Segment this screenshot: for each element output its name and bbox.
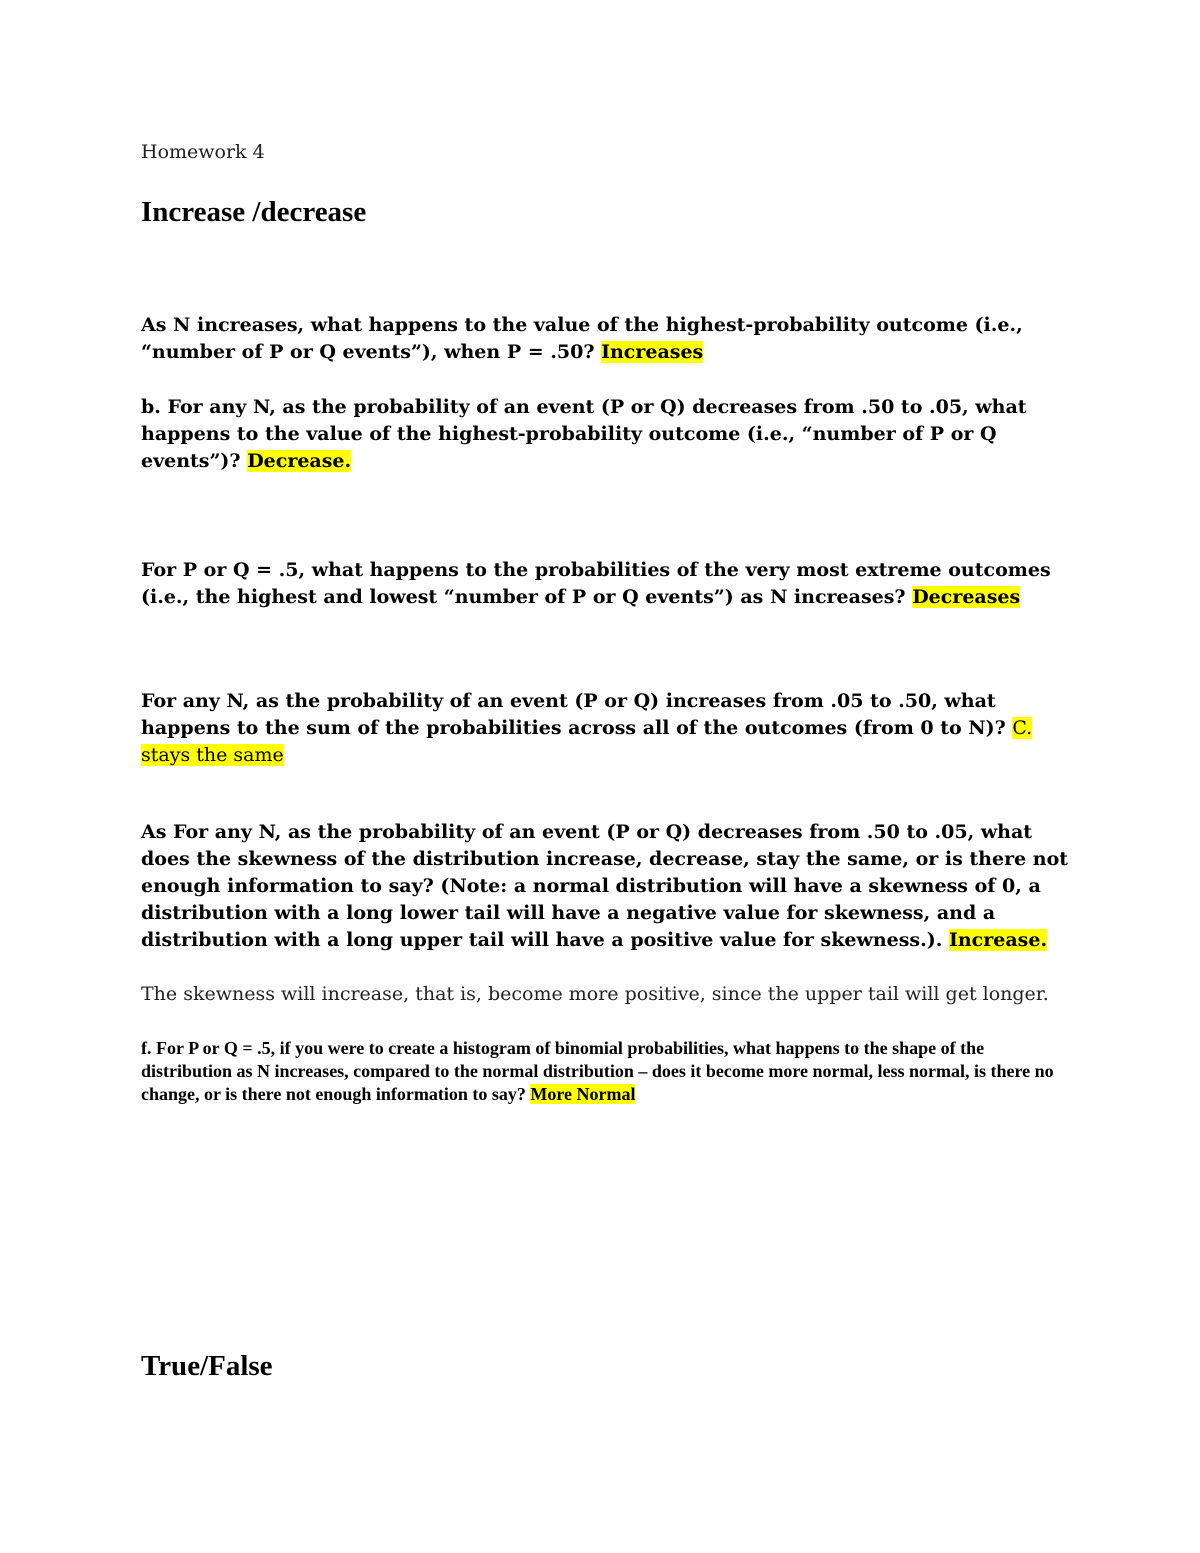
question-4-text: For any N, as the probability of an event (P or Q) increases from .05 to .50, what happens to the sum of the probabilities across all of the outcomes (from 0 to N)? xyxy=(141,690,1006,739)
question-5-answer: Increase. xyxy=(948,929,1048,951)
question-5 xyxy=(141,819,1071,954)
question-5-text: As For any N, as the probability of an event (P or Q) decreases from .50 to .05, what does the skewness of the distribution increase, decrease, stay the same, or is there not enough information to say? (Note: a normal distribution will have a skewness of 0, a distribution with a long lower tail will have a negative value for skewness, and a distribution with a long upper tail will have a positive value for skewness.). xyxy=(141,821,1069,951)
question-6-text: f. For P or Q = .5, if you were to create a histogram of binomial probabilities, what happens to the shape of the distribution as N increases, compared to the normal distribution – does it become more normal, less normal, is there no change, or is there not enough information to say? xyxy=(141,1038,1054,1104)
question-1 xyxy=(141,312,1071,366)
question-2 xyxy=(141,394,1071,475)
question-2-answer: Decrease. xyxy=(247,450,352,472)
question-3 xyxy=(141,557,1071,611)
section-heading-true-false: True/False xyxy=(141,1350,273,1382)
question-4 xyxy=(141,688,1071,769)
question-4-answer: C. stays the same xyxy=(141,717,1033,766)
question-1-text: As N increases, what happens to the value of the highest-probability outcome (i.e., “number of P or Q events”), when P = .50? xyxy=(141,314,1023,363)
question-6 xyxy=(141,1037,1061,1106)
question-3-answer: Decreases xyxy=(912,586,1021,608)
question-6-answer: More Normal xyxy=(530,1084,636,1104)
question-3-text: For P or Q = .5, what happens to the probabilities of the very most extreme outcomes (i.e., the highest and lowest “number of P or Q events”) as N increases? xyxy=(141,559,1051,608)
document-label: Homework 4 xyxy=(141,141,265,163)
section-heading-increase-decrease: Increase /decrease xyxy=(141,196,367,228)
question-1-answer: Increases xyxy=(601,341,704,363)
question-2-text: b. For any N, as the probability of an event (P or Q) decreases from .50 to .05, what happens to the value of the highest-probability outcome (i.e., “number of P or Q events”)? xyxy=(141,396,1027,472)
skewness-explanation: The skewness will increase, that is, become more positive, since the upper tail will get longer. xyxy=(141,983,1049,1005)
